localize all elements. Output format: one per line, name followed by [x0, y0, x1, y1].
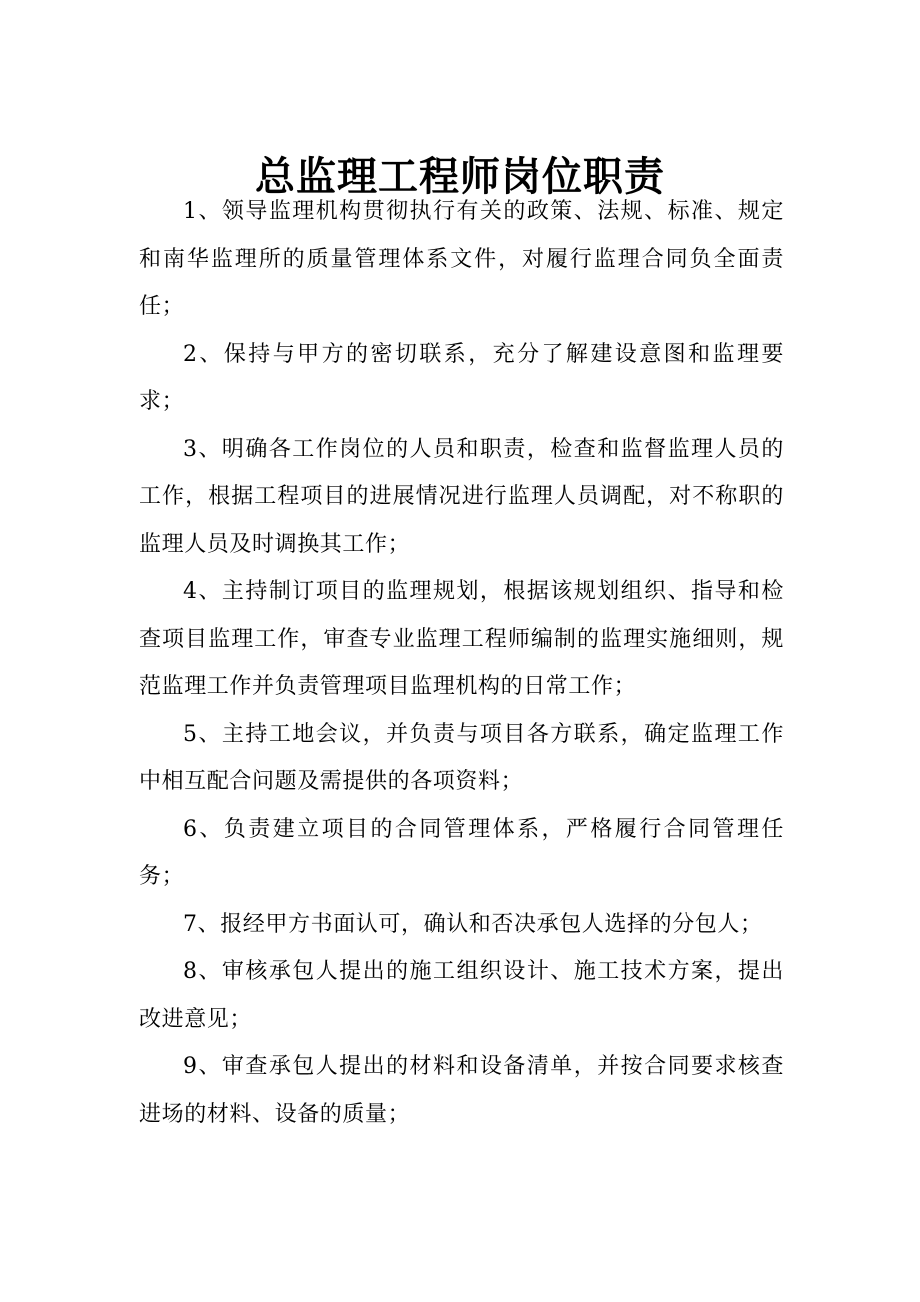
- duties-list: [139, 188, 784, 1138]
- duty-item-5: 5、主持工地会议，并负责与项目各方联系，确定监理工作中相互配合问题及需提供的各项资料；: [139, 721, 784, 794]
- duty-item-1: 1、领导监理机构贯彻执行有关的政策、法规、标准、规定和南华监理所的质量管理体系文件，对履行监理合同负全面责任；: [139, 199, 784, 319]
- duty-item-2: 2、保持与甲方的密切联系，充分了解建设意图和监理要求；: [139, 341, 784, 414]
- duty-item-3: 3、明确各工作岗位的人员和职责，检查和监督监理人员的工作，根据工程项目的进展情况进行监理人员调配，对不称职的监理人员及时调换其工作；: [139, 436, 784, 557]
- page-title: 总监理工程师岗位职责: [255, 152, 665, 200]
- duty-item-6: 6、负责建立项目的合同管理体系，严格履行合同管理任务；: [139, 816, 784, 889]
- duty-item-4: 4、主持制订项目的监理规划，根据该规划组织、指导和检查项目监理工作，审查专业监理工程师编制的监理实施细则，规范监理工作并负责管理项目监理机构的日常工作；: [139, 579, 784, 699]
- duty-item-7: 7、报经甲方书面认可，确认和否决承包人选择的分包人；: [183, 911, 763, 937]
- duty-item-9: 9、审查承包人提出的材料和设备清单，并按合同要求核查进场的材料、设备的质量；: [139, 1054, 784, 1127]
- duty-item-8: 8、审核承包人提出的施工组织设计、施工技术方案，提出改进意见；: [139, 959, 784, 1032]
